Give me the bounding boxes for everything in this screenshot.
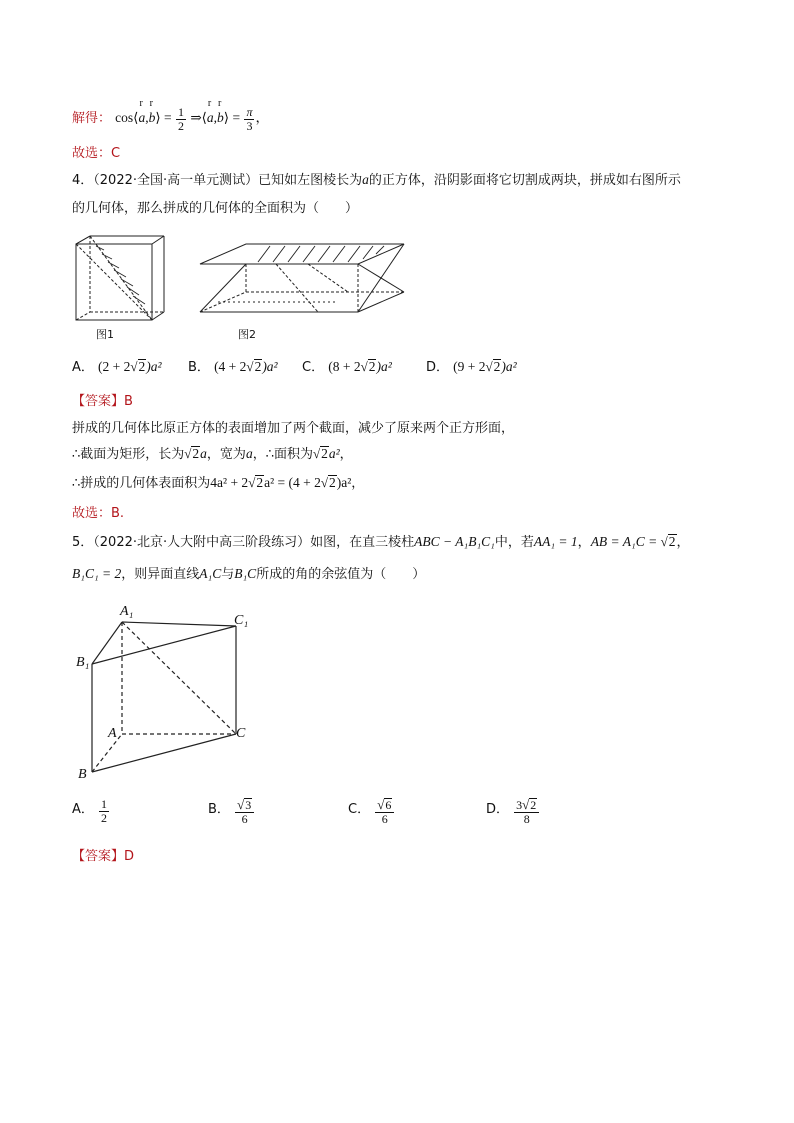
q5-option-b[interactable]: B． $\frac{√3}{6}$ bbox=[208, 798, 255, 826]
parallelepiped-figure bbox=[198, 242, 408, 322]
cube-hatching bbox=[96, 246, 145, 304]
solution-line bbox=[72, 98, 269, 134]
q5-option-a[interactable]: A． $\frac{1}{2}$ bbox=[72, 797, 108, 825]
q4-source: （2022·全国·高一单元测试） bbox=[93, 173, 259, 188]
edge-a1-c1 bbox=[122, 622, 236, 626]
label-a1: A₁ bbox=[120, 604, 134, 619]
fraction-pi-third: $\frac{\pi}{3}$ bbox=[246, 105, 253, 133]
label-b1: B₁ bbox=[76, 655, 90, 670]
edge-b1-c1 bbox=[92, 626, 236, 664]
q4-explanation-3: ∴拼成的几何体表面积为4a² + 2√2a² = (4 + 2√2)a²， bbox=[72, 475, 365, 491]
triangular-prism-figure bbox=[72, 600, 272, 800]
solve-label: 解得： bbox=[72, 111, 112, 127]
label-c1: C₁ bbox=[234, 613, 249, 628]
q4-number: 4． bbox=[72, 173, 94, 188]
q4-explanation-2: ∴截面为矩形，长为√2a，宽为a，∴面积为√2a²， bbox=[72, 446, 353, 462]
fraction-half: $\frac{1}{2}$ bbox=[177, 105, 184, 133]
q5-option-c[interactable]: C． $\frac{√6}{6}$ bbox=[348, 798, 395, 826]
q5-option-d[interactable]: D． $\frac{3√2}{8}$ bbox=[486, 798, 540, 826]
prism-hatching bbox=[258, 246, 384, 262]
q4-final: 故选：B. bbox=[72, 506, 125, 521]
solve-expression: cos⟨ r a, r b⟩ = $\frac{1}{2}$ ⇒⟨ r a, r b⟩ = $\frac{\pi}{3}$ ， bbox=[115, 98, 269, 133]
q4-option-b[interactable]: B． (4 + 2√2)a² bbox=[188, 359, 278, 375]
prism-top-face bbox=[200, 244, 404, 264]
q5-number: 5． bbox=[72, 535, 94, 550]
q5-source: （2022·北京·人大附中高三阶段练习） bbox=[93, 535, 311, 550]
label-c: C bbox=[236, 726, 246, 741]
q5-answer: 【答案】D bbox=[72, 849, 135, 864]
q4-explanation-1: 拼成的几何体比原正方体的表面增加了两个截面，减少了原来两个正方形面， bbox=[72, 421, 515, 436]
q3-answer: 故选：C bbox=[72, 146, 121, 161]
q4-option-a[interactable]: A． (2 + 2√2)a² bbox=[72, 359, 162, 375]
label-b: B bbox=[78, 767, 87, 782]
q4-option-c[interactable]: C． (8 + 2√2)a² bbox=[302, 359, 392, 375]
q4-line1: 4．（2022·全国·高一单元测试）已知如左图棱长为a的正方体，沿阴影面将它切割成两块，拼成如右图所示 bbox=[72, 172, 681, 188]
q4-answer: 【答案】B bbox=[72, 394, 133, 409]
edge-a1-c bbox=[122, 622, 236, 734]
q5-line2: B₁C₁ = 2，则异面直线A₁C与B₁C所成的角的余弦值为（ ） bbox=[72, 566, 426, 582]
q5-line1: 5．（2022·北京·人大附中高三阶段练习）如图，在直三棱柱ABC − A₁B₁C₁中，若AA₁ = 1，AB = A₁C = √2， bbox=[72, 534, 690, 550]
fig2-label: 图2 bbox=[238, 328, 256, 341]
label-a: A bbox=[108, 726, 117, 741]
q4-line2: 的几何体，那么拼成的几何体的全面积为（ ） bbox=[72, 201, 359, 216]
fig1-label: 图1 bbox=[96, 328, 114, 341]
edge-b-a bbox=[92, 734, 122, 772]
q4-option-d[interactable]: D． (9 + 2√2)a² bbox=[426, 359, 517, 375]
cube-figure bbox=[74, 234, 174, 334]
